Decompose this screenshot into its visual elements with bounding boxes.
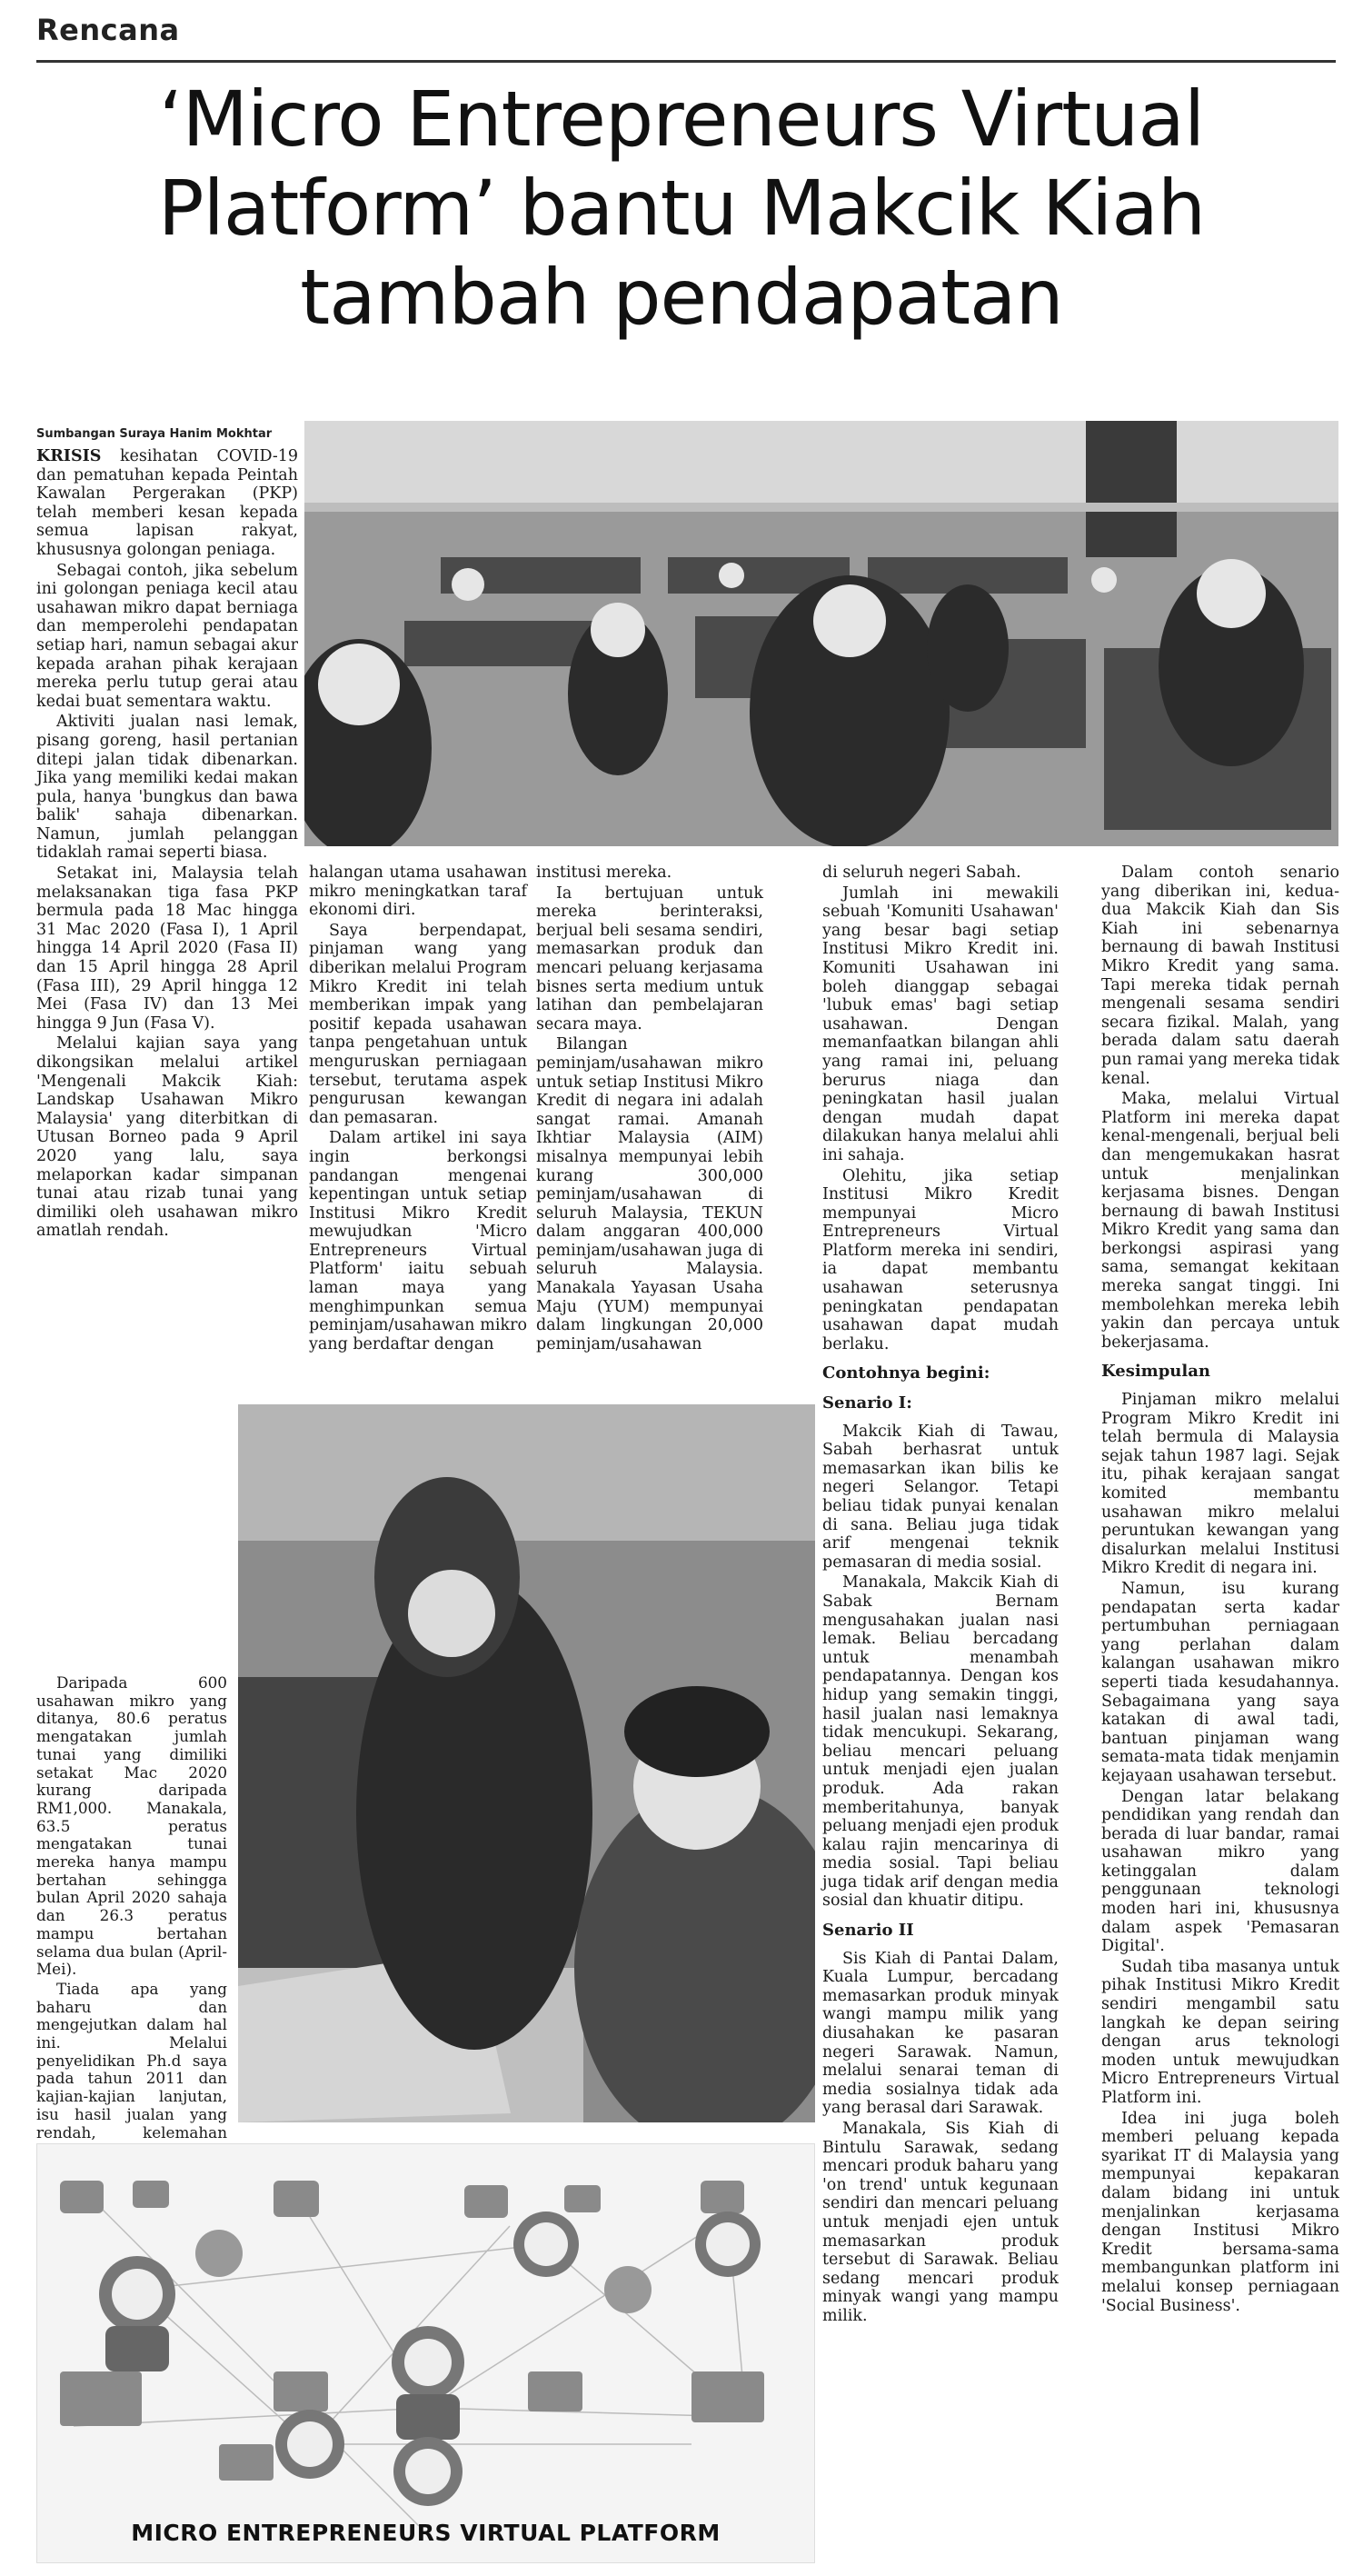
headline: ‘Micro Entrepreneurs Virtual Platform’ bantu Makcik Kiah tambah pendapatan <box>157 75 1206 342</box>
paragraph-text: Ia bertujuan untuk mereka berinteraksi, berjual beli sesama sendiri, memasarkan produk dan mencari peluang kerjasama bisnes serta medium untuk latihan dan pembelajaran secara maya. <box>536 884 763 1033</box>
article-column-4 <box>822 864 1059 2328</box>
paragraph <box>36 447 298 560</box>
paragraph-text: Namun, isu kurang pendapatan serta kadar pertumbuhan perniagaan yang perlahan dalam kalangan usahawan mikro seperti tiada kesudahannya. Sebagaimana yang saya katakan di awal tadi, bantuan pinjaman wang semata-mata tidak menjamin kejayaan usahawan tersebut. <box>1101 1579 1339 1785</box>
paragraph-text: Setakat ini, Malaysia telah melaksanakan tiga fasa PKP bermula pada 18 Mac hingga 31 Mac 2020 (Fasa I), 1 April hingga 14 April 2020 (Fasa II) dan 15 April hingga 28 April (Fasa III), 29 April hingga 12 Mei (Fasa IV) dan 13 Mei hingga 9 Jun (Fasa V). <box>36 864 298 1033</box>
paragraph-text: Pinjaman mikro melalui Program Mikro Kredit ini telah bermula di Malaysia sejak tahun 1987 lagi. Sejak itu, pihak kerajaan sangat komited membantu usahawan mikro melalui peruntukan kewangan yang disalurkan melalui Institusi Mikro Kredit di negara ini. <box>1101 1391 1339 1578</box>
paragraph <box>309 1129 527 1353</box>
paragraph-text: Jumlah ini mewakili sebuah 'Komuniti Usahawan' yang besar bagi setiap Institusi Mikro Kredit ini. Komuniti Usahawan ini boleh dianggap sebagai 'lubuk emas' bagi setiap usahawan. Dengan memanfaatkan bilangan ahli yang ramai ini, peluang berurus niaga dan peningkatan hasil jualan dengan mudah dapat dilakukan hanya melalui ahli ini sahaja. <box>822 884 1059 1164</box>
paragraph <box>822 1423 1059 1573</box>
paragraph-text: halangan utama usahawan mikro meningkatkan taraf ekonomi diri. <box>309 864 527 920</box>
article-column-1 <box>36 447 298 1243</box>
paragraph <box>822 884 1059 1165</box>
paragraph <box>822 1167 1059 1354</box>
article-column-3 <box>536 864 763 1355</box>
paragraph-text: Tiada apa yang baharu dan mengejutkan dalam hal ini. Melalui penyelidikan Ph.d saya pada tahun 2011 dan kajian-kajian lanjutan, isu hasil jualan yang rendah, kelemahan <box>36 1979 227 2142</box>
paragraph-text: kesihatan COVID-19 dan pematuhan kepada Peintah Kawalan Pergerakan (PKP) telah memberi kesan kepada semua lapisan rakyat, khususnya golongan peniaga. <box>36 447 298 559</box>
paragraph-text: Sebagai contoh, jika sebelum ini golongan peniaga kecil atau usahawan mikro dapat berniaga dan memperolehi pendapatan setiap hari, namun sebagai akur kepada arahan pihak kerajaan mereka perlu tutup gerai atau kedai buat sementara waktu. <box>36 561 298 711</box>
paragraph-text: di seluruh negeri Sabah. <box>822 864 1021 882</box>
article-column-5 <box>1101 864 1339 2317</box>
paragraph-text: Dengan latar belakang pendidikan yang rendah dan berada di luar bandar, ramai usahawan mikro yang ketinggalan dalam penggunaan teknologi moden hari ini, khususnya dalam aspek 'Pemasaran Digital'. <box>1101 1787 1339 1956</box>
paragraph <box>36 562 298 712</box>
paragraph <box>1101 1788 1339 1956</box>
paragraph <box>36 1674 227 1979</box>
subheading: Senario I: <box>822 1393 912 1413</box>
paragraph <box>309 922 527 1128</box>
paragraph <box>822 1573 1059 1911</box>
paragraph <box>536 1035 763 1353</box>
paragraph <box>36 1034 298 1241</box>
paragraph-text: Manakala, Sis Kiah di Bintulu Sarawak, sedang mencari produk baharu yang 'on trend' untuk kegunaan sendiri dan mencari peluang untuk menjadi ejen untuk memasarkan produk tersebut di Sarawak. Beliau sedang mencari produk minyak wangi yang mampu milik. <box>822 2120 1059 2325</box>
paragraph-text: Sis Kiah di Pantai Dalam, Kuala Lumpur, bercadang memasarkan produk minyak wangi mampu milik yang diusahakan ke pasaran negeri Sarawak. Namun, melalui senarai teman di media sosialnya tidak ada yang berasal dari Sarawak. <box>822 1949 1059 2118</box>
paragraph <box>822 864 1059 883</box>
paragraph <box>536 864 763 883</box>
paragraph <box>309 864 527 920</box>
paragraph-text: Melalui kajian saya yang dikongsikan melalui artikel 'Mengenali Makcik Kiah: Landskap Usahawan Mikro Malaysia' yang diterbitkan di Utusan Borneo pada 9 April 2020 yang lalu, saya melaporkan kadar simpanan tunai atau rizab tunai yang dimiliki oleh usahawan mikro amatlah rendah. <box>36 1034 298 1241</box>
paragraph-text: Makcik Kiah di Tawau, Sabah berhasrat untuk memasarkan ikan bilis ke negeri Selangor. Tetapi beliau tidak punyai kenalan di sana. Beliau juga tidak arif mengenai teknik pemasaran di media sosial. <box>822 1422 1059 1572</box>
section-label: Rencana <box>36 13 180 47</box>
paragraph <box>1101 2110 1339 2316</box>
mentoring-photo <box>238 1404 815 2122</box>
article-column-2 <box>309 864 527 1355</box>
network-illustration <box>37 2144 814 2562</box>
paragraph-text: Maka, melalui Virtual Platform ini mereka dapat kenal-mengenali, berjual beli dan mengemukakan hasrat untuk menjalinkan kerjasama bisnes. Dengan bernaung di bawah Institusi Mikro Kredit yang sama dan berkongsi aspirasi yang sama, semangat kekitaan mereka sangat tinggi. Ini membolehkan mereka lebih yakin dan percaya untuk bekerjasama. <box>1101 1090 1339 1352</box>
paragraph <box>1101 1958 1339 2108</box>
paragraph-text: Dalam artikel ini saya ingin berkongsi pandangan mengenai kepentingan untuk setiap Institusi Mikro Kredit mewujudkan 'Micro Entrepreneurs Virtual Platform' iaitu sebuah laman maya yang menghimpunkan semua peminjam/usahawan mikro yang berdaftar dengan <box>309 1129 527 1353</box>
paragraph-text: Olehitu, jika setiap Institusi Mikro Kredit mempunyai Micro Entrepreneurs Virtual Platform mereka ini sendiri, ia dapat membantu usahawan seterusnya peningkatan pendapatan usahawan dapat mudah berlaku. <box>822 1166 1059 1353</box>
paragraph-text: Bilangan peminjam/usahawan mikro untuk setiap Institusi Mikro Kredit di negara ini adalah sangat ramai. Amanah Ikhtiar Malaysia (AIM) misalnya mempunyai lebih kurang 300,000 peminjam/usahawan di seluruh Malaysia, TEKUN dalam anggaran 400,000 peminjam/usahawan juga di seluruh Malaysia. Manakala Yayasan Usaha Maju (YUM) mempunyai dalam lingkungan 20,000 peminjam/usahawan <box>536 1035 763 1353</box>
paragraph <box>536 884 763 1034</box>
subheading: Kesimpulan <box>1101 1362 1210 1382</box>
paragraph-text: institusi mereka. <box>536 864 672 882</box>
paragraph <box>822 1950 1059 2118</box>
lead-word: KRISIS <box>36 447 102 465</box>
paragraph-text: Dalam contoh senario yang diberikan ini, kedua-dua Makcik Kiah dan Sis Kiah ini sebenarnya bernaung di bawah Institusi Mikro Kredit yang sama. Tapi mereka tidak pernah mengenali sesama sendiri secara fizikal. Malah, yang berada dalam satu daerah pun ramai yang mereka tidak kenal. <box>1101 864 1339 1088</box>
paragraph-text: Sudah tiba masanya untuk pihak Institusi Mikro Kredit sendiri mengambil satu langkah ke depan seiring dengan arus teknologi moden untuk mewujudkan Micro Entrepreneurs Virtual Platform ini. <box>1101 1957 1339 2107</box>
classroom-photo <box>304 421 1338 846</box>
paragraph <box>1101 1090 1339 1352</box>
paragraph <box>1101 864 1339 1088</box>
subheading: Contohnya begini: <box>822 1363 990 1383</box>
paragraph <box>1101 1391 1339 1578</box>
paragraph-text: Aktiviti jualan nasi lemak, pisang goreng, hasil pertanian ditepi jalan tidak dibenarkan. Jika yang memiliki kedai makan pula, hanya 'bungkus dan bawa balik' sahaja dibenarkan. Namun, jumlah pelanggan tidaklah ramai seperti biasa. <box>36 713 298 863</box>
paragraph <box>1101 1580 1339 1786</box>
subheading: Senario II <box>822 1921 914 1941</box>
article-column-1-continued <box>36 1674 227 2215</box>
virtual-platform-infographic <box>36 2143 815 2563</box>
paragraph-text: Saya berpendapat, pinjaman wang yang diberikan melalui Program Mikro Kredit ini telah memberikan impak yang positif kepada usahawan tanpa pengetahuan untuk menguruskan perniagaan tersebut, terutama aspek pengurusan kewangan dan pemasaran. <box>309 921 527 1127</box>
byline: Sumbangan Suraya Hanim Mokhtar <box>36 427 273 441</box>
infographic-title: MICRO ENTREPRENEURS VIRTUAL PLATFORM <box>131 2520 721 2546</box>
paragraph <box>36 713 298 863</box>
paragraph-text: Manakala, Makcik Kiah di Sabak Bernam mengusahakan jualan nasi lemak. Beliau bercadang untuk menambah pendapatannya. Dengan kos hidup yang semakin tinggi, hasil jualan nasi lemaknya tidak mencukupi. Sekarang, beliau mencari peluang untuk menjadi ejen jualan produk. Ada rakan memberitahunya, banyak peluang menjadi ejen produk kalau rajin mencarinya di media sosial. Tapi beliau juga tidak arif dengan media sosial dan khuatir ditipu. <box>822 1573 1059 1911</box>
header-rule <box>36 60 1336 63</box>
paragraph <box>822 2120 1059 2326</box>
paragraph-text: Idea ini juga boleh memberi peluang kepada syarikat IT di Malaysia yang mempunyai kepakaran dalam bidang ini untuk menjalinkan kerjasama dengan Institusi Mikro Kredit bersama-sama membangunkan platform ini melalui konsep perniagaan 'Social Business'. <box>1101 2109 1339 2315</box>
paragraph-text: Daripada 600 usahawan mikro yang ditanya, 80.6 peratus mengatakan jumlah tunai yang dimiliki setakat Mac 2020 kurang daripada RM1,000. Manakala, 63.5 peratus mengatakan tunai mereka hanya mampu bertahan sehingga bulan April 2020 sahaja dan 26.3 peratus mampu bertahan selama dua bulan (April-Mei). <box>36 1673 227 1979</box>
paragraph <box>36 864 298 1033</box>
